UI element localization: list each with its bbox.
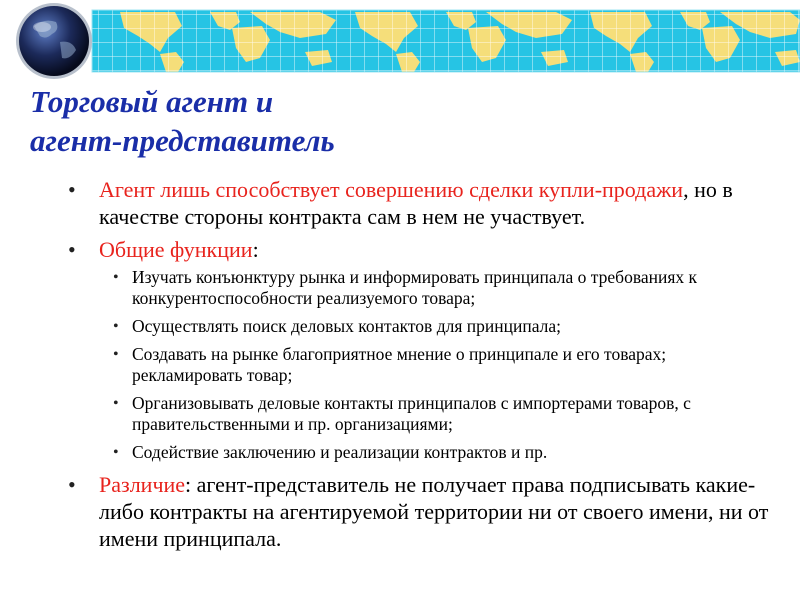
function-item [68,393,780,435]
function-item [68,442,780,463]
general-functions-highlight: Общие функции [99,237,253,262]
slide-title [30,82,770,160]
bullet-dot: • [113,318,119,335]
bullet-dot: • [68,472,76,497]
world-map-banner [0,0,800,82]
bullet-general-functions [68,236,780,263]
bullet-agent-role [68,176,780,230]
function-item-text: Организовывать деловые контакты принципалов с импортерами товаров, с правительственными и пр. организациями; [132,393,691,434]
function-item-text: Изучать конъюнктуру рынка и информировать принципала о требованиях к конкурентоспособности реализуемого товара; [132,267,698,308]
function-item-text: Осуществлять поиск деловых контактов для принципала; [132,316,561,336]
difference-text: : агент-представитель не получает права подписывать какие-либо контракты на агентируемой территории ни от своего имени, ни от имени принципала. [99,472,769,551]
bullet-difference [68,471,780,552]
function-item [68,267,780,309]
bullet-dot: • [113,395,119,412]
difference-highlight: Различие [99,472,186,497]
bullet-dot: • [113,346,119,363]
bullet-dot: • [68,237,76,262]
function-item [68,344,780,386]
bullet-dot: • [113,444,119,461]
agent-role-highlight: Агент лишь способствует совершению сделки купли-продажи [99,177,684,202]
slide-content [68,176,780,558]
general-functions-colon: : [252,237,259,262]
agent-role-text: , но в качестве стороны контракта сам в нем не участвует. [99,177,733,229]
function-item-text: Создавать на рынке благоприятное мнение о принципале и его товарах; рекламировать товар; [132,344,667,385]
function-item [68,316,780,337]
functions-list [68,267,780,463]
bullet-dot: • [68,177,76,202]
bullet-dot: • [113,269,119,286]
function-item-text: Содействие заключению и реализации контрактов и пр. [132,442,548,462]
title-line-2: агент-представитель [30,123,335,158]
title-line-1: Торговый агент и [30,84,274,119]
globe-icon [16,3,92,79]
